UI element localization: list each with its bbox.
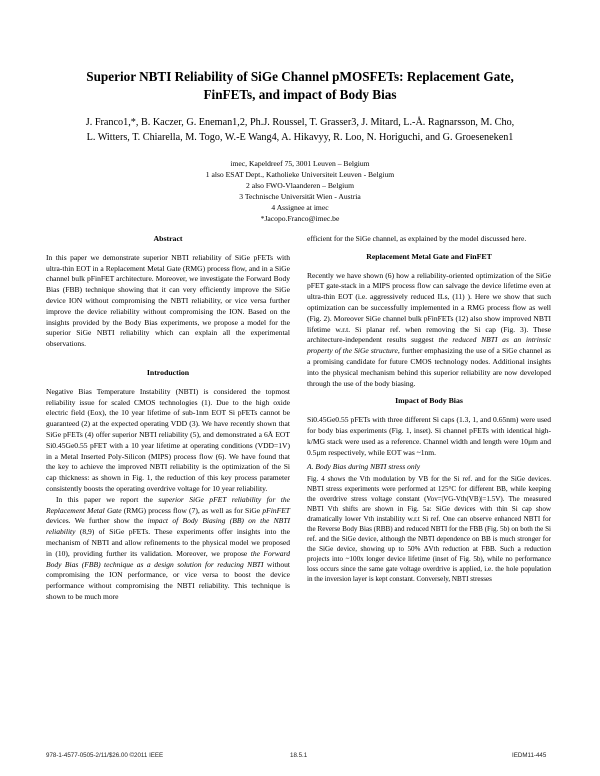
text-run: , further emphasizing the use of a SiGe channel as a promising candidate for future CMOS technology nodes. Additional insights into the physical mechanism behind this superior reliability are now developed through the use of the body biasing. xyxy=(307,346,551,388)
emphasis-run: the reduced NBTI as an intrinsic property of the SiGe structure xyxy=(307,335,551,356)
introduction-heading: Introduction xyxy=(146,367,190,377)
right-column xyxy=(307,234,551,584)
body-bias-subheading: A. Body Bias during NBTI stress only xyxy=(307,462,421,472)
text-run: In this paper we report the xyxy=(56,494,159,504)
authors-line-1: J. Franco1,*, B. Kaczer, G. Eneman1,2, Ph.J. Roussel, T. Grasser3, J. Mitard, L.-Å. Ragnarsson, M. Cho, xyxy=(85,117,515,128)
affiliation-line: 1 also ESAT Dept., Katholieke Universiteit Leuven - Belgium xyxy=(205,170,395,179)
rmg-heading: Replacement Metal Gate and FinFET xyxy=(366,251,492,261)
affiliation-line: 2 also FWO-Vlaanderen – Belgium xyxy=(246,181,354,190)
text-run: (RMG) process flow (7), as well as for SiGe xyxy=(121,505,263,515)
affiliations xyxy=(150,158,450,224)
author-list xyxy=(40,115,560,145)
affiliation-line: imec, Kapeldreef 75, 3001 Leuven – Belgium xyxy=(230,159,370,168)
introduction-paragraph-1: Negative Bias Temperature Instability (NBTI) is considered the topmost reliability issue for scaled CMOS technologies (1). Due to the high oxide electric field (Eox), the 10 year lifetime of sub-1nm EOT Si pFETs cannot be guaranteed (2) at the expected operating VDD (3). We have recently shown that SiGe pFETs (4) offer superior NBTI reliability (5), and demonstrated a 6Å EOT Si0.45Ge0.55 pFET with a 10 year lifetime at operating conditions (VDD=1V) in a Metal Inserted Poly-Silicon (MIPS) process flow (6). We have found that the key to achieve the improved NBTI reliability is the optimization of the Si cap thickness: as shown in Fig. 1, the reduction of this key process parameter consistently boosts the operating overdrive voltage for 10 year reliability. xyxy=(46,386,290,493)
text-run: (8,9) of SiGe pFETs. These experiments offer insights into the mechanism of NBTI and allow refinements to the physical model we proposed in (10), providing further its validation. Moreover, we propose xyxy=(46,527,290,558)
authors-line-2: L. Witters, T. Chiarella, M. Togo, W.-E Wang4, A. Hikavyy, R. Loo, N. Horiguchi, and G. Groeseneken1 xyxy=(86,132,514,143)
title-line-2: FinFETs, and impact of Body Bias xyxy=(203,87,397,102)
text-run: without compromising the ION performance, or vice versa to boost the device performance without compromising the NBTI reliability. This technique is shown to be much more xyxy=(46,559,290,601)
abstract-heading: Abstract xyxy=(153,234,183,243)
introduction-paragraph-2 xyxy=(46,495,290,603)
abstract-paragraph: In this paper we demonstrate superior NBTI reliability of SiGe pFETs with ultra-thin EOT in a Replacement Metal Gate (RMG) process flow, and in a SiGe channel bulk pFinFET architecture. Moreover, we investigate the Forward Body Bias (FBB) technique showing that it can very efficiently improve the SiGe device ION without compromising the NBTI reliability, or vice versa further improve the device reliability without compromising the ION. Based on the insights provided by the Body Bias experiments, we propose a model for the superior SiGe NBTI reliability which can explain all the experimental observations. xyxy=(46,252,290,349)
affiliation-line: 4 Assignee at imec xyxy=(271,203,329,212)
title-line-1: Superior NBTI Reliability of SiGe Channel pMOSFETs: Replacement Gate, xyxy=(86,69,514,84)
footer-page-id: IEDM11-445 xyxy=(512,752,547,759)
emphasis-run: superior SiGe pFET reliability for the Replacement Metal Gate xyxy=(46,494,290,515)
emphasis-run: impact of Body Biasing (BB) on the NBTI reliability xyxy=(46,516,290,537)
footer-section-number: 18.5.1 xyxy=(290,752,308,759)
emphasis-run: the Forward Body Bias (FBB) technique as a design solution for reducing NBTI xyxy=(46,548,290,569)
emphasis-run: pFinFET xyxy=(262,505,290,515)
text-run: Recently we have shown (6) how a reliability-oriented optimization of the SiGe pFET gate-stack in a MIPS process flow can salvage the device lifetime even at ultra-thin EOT (i.e. aggressively reduced ILs, (11) ). Here we show that such optimization can be successfully implemented in a RMG process flow as well (Fig. 2). Moreover SiGe channel bulk pFinFETs (12) also show improved NBTI lifetime w.r.t. Si planar ref. when removing the Si cap (Fig. 3). These architecture-independent results suggest xyxy=(307,270,551,345)
body-bias-sub-paragraph: Fig. 4 shows the Vth modulation by VB for the Si ref. and for the SiGe devices. NBTI stress experiments were performed at 125°C for different BB, while keeping the overdrive stress voltage constant (Vov=|VG-Vth(VB)|=1.5V). The measured NBTI Vth shifts are shown in Fig. 5a: SiGe devices with thin Si cap show dramatically lower Vth instability w.r.t Si ref. One can observe enhanced NBTI for the Reverse Body Bias (RBB) and reduced NBTI for the FBB (Fig. 5b) on both the Si ref. and the SiGe device, although the NBTI dependence on BB is much stronger for the SiGe device, showing up to 50% ΔVth reduction at FBB. Such a reduction projects into ~100x longer device lifetime (inset of Fig. 5b), while no performance loss occurs since the same gate voltage overdrive is applied, i.e. the hole population in the inversion layer is kept constant. Conversely, NBTI stresses xyxy=(307,475,551,584)
text-run: devices. We further show the xyxy=(46,516,148,526)
continued-paragraph: efficient for the SiGe channel, as explained by the model discussed here. xyxy=(307,234,527,243)
affiliation-line: 3 Technische Universität Wien - Austria xyxy=(239,192,361,201)
paper-title xyxy=(40,68,560,104)
footer-isbn: 978-1-4577-0505-2/11/$26.00 ©2011 IEEE xyxy=(46,752,164,759)
contact-email: *Jacopo.Franco@imec.be xyxy=(260,214,340,223)
body-bias-paragraph: Si0.45Ge0.55 pFETs with three different Si caps (1.3, 1, and 0.65nm) were used for body bias experiments (Fig. 1, inset). Si channel pFETs with identical high-k/MG stack were used as a reference. Channel width and length were 10μm and 0.5μm respectively, while EOT was ~1nm. xyxy=(307,415,551,457)
rmg-paragraph xyxy=(307,271,551,390)
body-bias-heading: Impact of Body Bias xyxy=(395,396,463,406)
left-column xyxy=(46,234,290,603)
